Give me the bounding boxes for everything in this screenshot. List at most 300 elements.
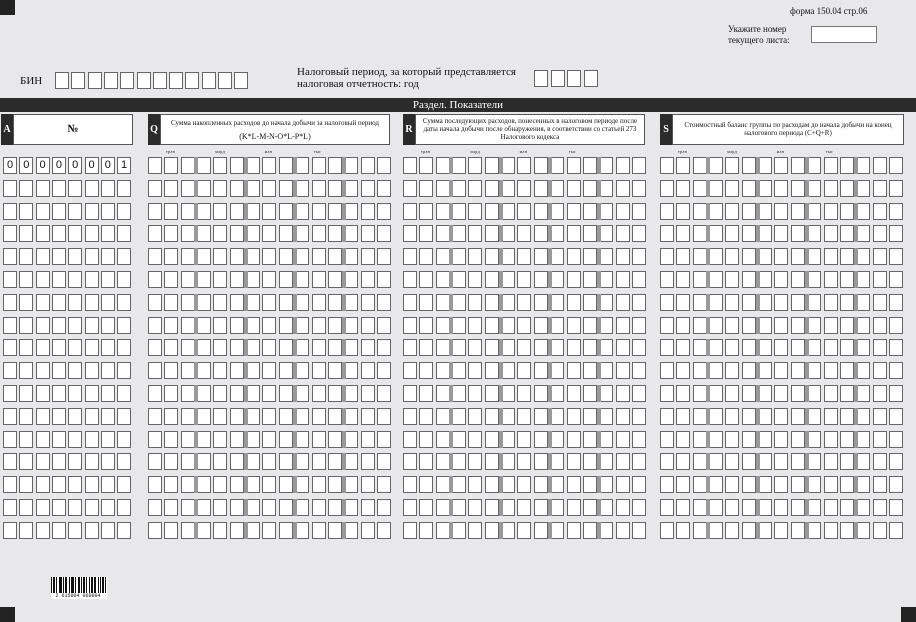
amount-q-cell[interactable] [181, 453, 195, 470]
amount-s-cell[interactable] [693, 203, 707, 220]
amount-q-cell[interactable] [361, 203, 375, 220]
row-number-cell[interactable] [117, 180, 131, 197]
amount-s-cell[interactable] [774, 248, 788, 265]
amount-r-cell[interactable] [468, 271, 482, 288]
amount-s-cell[interactable] [774, 499, 788, 516]
amount-r-cell[interactable] [583, 203, 597, 220]
amount-r-cell[interactable] [485, 476, 499, 493]
amount-q-cell[interactable] [377, 408, 391, 425]
amount-q-cell[interactable] [164, 225, 178, 242]
amount-s-cell[interactable] [758, 522, 772, 539]
amount-r-cell[interactable] [567, 225, 581, 242]
row-number-cell[interactable] [3, 499, 17, 516]
amount-q-cell[interactable] [148, 225, 162, 242]
amount-r-cell[interactable] [436, 294, 450, 311]
bin-digit-cell[interactable] [185, 72, 199, 89]
amount-r-cell[interactable] [501, 453, 515, 470]
amount-q-cell[interactable] [312, 453, 326, 470]
amount-r-cell[interactable] [517, 180, 531, 197]
amount-r-cell[interactable] [468, 431, 482, 448]
amount-s-cell[interactable] [725, 408, 739, 425]
amount-r-cell[interactable] [419, 339, 433, 356]
amount-s-cell[interactable] [824, 317, 838, 334]
amount-r-cell[interactable] [517, 408, 531, 425]
amount-s-cell[interactable] [758, 431, 772, 448]
amount-q-cell[interactable] [328, 180, 342, 197]
amount-q-cell[interactable] [279, 431, 293, 448]
amount-s-cell[interactable] [873, 203, 887, 220]
amount-s-cell[interactable] [889, 317, 903, 334]
amount-s-cell[interactable] [856, 431, 870, 448]
amount-q-cell[interactable] [148, 317, 162, 334]
amount-s-cell[interactable] [709, 431, 723, 448]
amount-r-cell[interactable] [436, 431, 450, 448]
amount-r-cell[interactable] [616, 431, 630, 448]
amount-s-cell[interactable] [693, 180, 707, 197]
amount-q-cell[interactable] [377, 453, 391, 470]
row-number-cell[interactable]: 0 [19, 157, 33, 174]
row-number-cell[interactable]: 0 [3, 157, 17, 174]
amount-r-cell[interactable] [567, 522, 581, 539]
amount-s-cell[interactable] [856, 248, 870, 265]
row-number-cell[interactable] [85, 499, 99, 516]
amount-q-cell[interactable] [164, 476, 178, 493]
amount-s-cell[interactable] [676, 294, 690, 311]
amount-q-cell[interactable] [230, 339, 244, 356]
amount-s-cell[interactable] [840, 271, 854, 288]
row-number-cell[interactable] [36, 225, 50, 242]
amount-s-cell[interactable] [693, 225, 707, 242]
amount-q-cell[interactable] [279, 203, 293, 220]
amount-r-cell[interactable] [403, 385, 417, 402]
amount-s-cell[interactable] [774, 408, 788, 425]
amount-q-cell[interactable] [377, 294, 391, 311]
row-number-cell[interactable] [85, 203, 99, 220]
amount-r-cell[interactable] [485, 362, 499, 379]
amount-r-cell[interactable] [632, 339, 646, 356]
amount-q-cell[interactable] [262, 522, 276, 539]
amount-s-cell[interactable] [840, 180, 854, 197]
amount-s-cell[interactable] [856, 271, 870, 288]
amount-q-cell[interactable] [312, 476, 326, 493]
amount-r-cell[interactable] [501, 225, 515, 242]
amount-s-cell[interactable] [791, 225, 805, 242]
amount-q-cell[interactable] [213, 225, 227, 242]
amount-r-cell[interactable] [517, 339, 531, 356]
amount-r-cell[interactable] [501, 522, 515, 539]
amount-q-cell[interactable] [344, 225, 358, 242]
amount-q-cell[interactable] [181, 362, 195, 379]
amount-r-cell[interactable] [468, 362, 482, 379]
row-number-cell[interactable] [36, 339, 50, 356]
amount-q-cell[interactable] [279, 248, 293, 265]
amount-s-cell[interactable] [889, 385, 903, 402]
amount-s-cell[interactable] [676, 203, 690, 220]
amount-s-cell[interactable] [742, 157, 756, 174]
amount-s-cell[interactable] [824, 385, 838, 402]
amount-q-cell[interactable] [246, 362, 260, 379]
amount-r-cell[interactable] [616, 225, 630, 242]
amount-s-cell[interactable] [774, 339, 788, 356]
amount-s-cell[interactable] [824, 431, 838, 448]
row-number-cell[interactable] [19, 271, 33, 288]
row-number-cell[interactable] [19, 294, 33, 311]
amount-s-cell[interactable] [676, 339, 690, 356]
amount-q-cell[interactable] [328, 522, 342, 539]
row-number-cell[interactable] [101, 499, 115, 516]
amount-q-cell[interactable] [328, 499, 342, 516]
row-number-cell[interactable] [68, 408, 82, 425]
amount-s-cell[interactable] [660, 385, 674, 402]
amount-s-cell[interactable] [824, 453, 838, 470]
row-number-cell[interactable] [85, 408, 99, 425]
row-number-cell[interactable] [117, 408, 131, 425]
amount-r-cell[interactable] [632, 180, 646, 197]
amount-r-cell[interactable] [616, 408, 630, 425]
amount-q-cell[interactable] [295, 431, 309, 448]
row-number-cell[interactable] [36, 362, 50, 379]
row-number-cell[interactable] [19, 408, 33, 425]
row-number-cell[interactable] [36, 248, 50, 265]
amount-q-cell[interactable] [361, 339, 375, 356]
row-number-cell[interactable] [36, 476, 50, 493]
amount-q-cell[interactable] [344, 294, 358, 311]
amount-r-cell[interactable] [550, 339, 564, 356]
row-number-cell[interactable] [36, 317, 50, 334]
amount-s-cell[interactable] [676, 248, 690, 265]
amount-q-cell[interactable] [197, 317, 211, 334]
amount-q-cell[interactable] [377, 180, 391, 197]
amount-r-cell[interactable] [567, 476, 581, 493]
row-number-cell[interactable] [19, 339, 33, 356]
row-number-cell[interactable] [19, 203, 33, 220]
row-number-cell[interactable] [68, 431, 82, 448]
amount-s-cell[interactable] [709, 248, 723, 265]
amount-r-cell[interactable] [583, 385, 597, 402]
row-number-cell[interactable] [117, 362, 131, 379]
amount-r-cell[interactable] [632, 499, 646, 516]
amount-r-cell[interactable] [632, 157, 646, 174]
amount-s-cell[interactable] [791, 271, 805, 288]
amount-r-cell[interactable] [403, 339, 417, 356]
amount-s-cell[interactable] [742, 499, 756, 516]
amount-r-cell[interactable] [550, 385, 564, 402]
amount-r-cell[interactable] [550, 248, 564, 265]
amount-r-cell[interactable] [517, 248, 531, 265]
amount-q-cell[interactable] [230, 431, 244, 448]
amount-q-cell[interactable] [279, 157, 293, 174]
amount-q-cell[interactable] [148, 522, 162, 539]
amount-q-cell[interactable] [279, 385, 293, 402]
amount-q-cell[interactable] [344, 431, 358, 448]
amount-r-cell[interactable] [501, 476, 515, 493]
amount-r-cell[interactable] [632, 362, 646, 379]
amount-s-cell[interactable] [709, 385, 723, 402]
amount-q-cell[interactable] [295, 339, 309, 356]
amount-q-cell[interactable] [377, 522, 391, 539]
amount-r-cell[interactable] [403, 203, 417, 220]
amount-s-cell[interactable] [807, 453, 821, 470]
amount-q-cell[interactable] [279, 499, 293, 516]
row-number-cell[interactable] [101, 453, 115, 470]
amount-s-cell[interactable] [676, 453, 690, 470]
amount-s-cell[interactable] [676, 362, 690, 379]
amount-q-cell[interactable] [164, 339, 178, 356]
amount-s-cell[interactable] [758, 499, 772, 516]
amount-s-cell[interactable] [725, 157, 739, 174]
row-number-cell[interactable] [68, 225, 82, 242]
amount-s-cell[interactable] [824, 499, 838, 516]
amount-s-cell[interactable] [774, 362, 788, 379]
amount-q-cell[interactable] [213, 271, 227, 288]
bin-digit-cell[interactable] [202, 72, 216, 89]
amount-q-cell[interactable] [328, 362, 342, 379]
amount-s-cell[interactable] [791, 157, 805, 174]
amount-q-cell[interactable] [230, 499, 244, 516]
amount-s-cell[interactable] [791, 203, 805, 220]
amount-q-cell[interactable] [262, 225, 276, 242]
amount-q-cell[interactable] [295, 453, 309, 470]
amount-r-cell[interactable] [403, 180, 417, 197]
amount-s-cell[interactable] [873, 408, 887, 425]
amount-s-cell[interactable] [856, 499, 870, 516]
amount-r-cell[interactable] [452, 248, 466, 265]
amount-r-cell[interactable] [517, 157, 531, 174]
amount-r-cell[interactable] [501, 362, 515, 379]
amount-r-cell[interactable] [452, 499, 466, 516]
amount-r-cell[interactable] [599, 499, 613, 516]
amount-s-cell[interactable] [709, 476, 723, 493]
amount-q-cell[interactable] [246, 294, 260, 311]
amount-r-cell[interactable] [452, 385, 466, 402]
amount-s-cell[interactable] [807, 408, 821, 425]
amount-r-cell[interactable] [468, 317, 482, 334]
amount-r-cell[interactable] [583, 362, 597, 379]
amount-q-cell[interactable] [181, 339, 195, 356]
row-number-cell[interactable] [117, 522, 131, 539]
row-number-cell[interactable] [19, 385, 33, 402]
amount-r-cell[interactable] [534, 408, 548, 425]
amount-s-cell[interactable] [856, 317, 870, 334]
amount-q-cell[interactable] [262, 339, 276, 356]
row-number-cell[interactable] [19, 317, 33, 334]
row-number-cell[interactable] [3, 408, 17, 425]
amount-r-cell[interactable] [403, 408, 417, 425]
amount-r-cell[interactable] [419, 522, 433, 539]
amount-q-cell[interactable] [230, 248, 244, 265]
amount-s-cell[interactable] [889, 339, 903, 356]
amount-s-cell[interactable] [725, 317, 739, 334]
amount-q-cell[interactable] [197, 248, 211, 265]
amount-r-cell[interactable] [599, 522, 613, 539]
amount-s-cell[interactable] [660, 157, 674, 174]
amount-s-cell[interactable] [774, 180, 788, 197]
amount-q-cell[interactable] [295, 157, 309, 174]
amount-q-cell[interactable] [361, 453, 375, 470]
amount-s-cell[interactable] [742, 180, 756, 197]
amount-s-cell[interactable] [824, 408, 838, 425]
amount-s-cell[interactable] [742, 317, 756, 334]
amount-r-cell[interactable] [616, 294, 630, 311]
amount-s-cell[interactable] [725, 339, 739, 356]
row-number-cell[interactable] [117, 248, 131, 265]
amount-r-cell[interactable] [468, 499, 482, 516]
row-number-cell[interactable] [3, 522, 17, 539]
amount-r-cell[interactable] [616, 385, 630, 402]
amount-q-cell[interactable] [213, 317, 227, 334]
row-number-cell[interactable] [36, 522, 50, 539]
amount-q-cell[interactable] [213, 453, 227, 470]
amount-s-cell[interactable] [693, 522, 707, 539]
amount-s-cell[interactable] [889, 453, 903, 470]
amount-s-cell[interactable] [758, 248, 772, 265]
amount-r-cell[interactable] [599, 317, 613, 334]
amount-q-cell[interactable] [230, 271, 244, 288]
amount-q-cell[interactable] [312, 339, 326, 356]
amount-q-cell[interactable] [262, 431, 276, 448]
amount-s-cell[interactable] [873, 248, 887, 265]
amount-q-cell[interactable] [181, 431, 195, 448]
amount-q-cell[interactable] [246, 271, 260, 288]
amount-r-cell[interactable] [567, 180, 581, 197]
row-number-cell[interactable] [85, 385, 99, 402]
amount-r-cell[interactable] [403, 225, 417, 242]
row-number-cell[interactable] [52, 476, 66, 493]
amount-s-cell[interactable] [824, 157, 838, 174]
amount-r-cell[interactable] [517, 385, 531, 402]
amount-q-cell[interactable] [197, 203, 211, 220]
amount-r-cell[interactable] [403, 476, 417, 493]
amount-r-cell[interactable] [534, 271, 548, 288]
amount-r-cell[interactable] [436, 180, 450, 197]
amount-s-cell[interactable] [758, 339, 772, 356]
amount-r-cell[interactable] [419, 157, 433, 174]
amount-r-cell[interactable] [616, 499, 630, 516]
amount-r-cell[interactable] [517, 362, 531, 379]
amount-r-cell[interactable] [468, 522, 482, 539]
amount-s-cell[interactable] [807, 180, 821, 197]
row-number-cell[interactable] [52, 362, 66, 379]
row-number-cell[interactable] [3, 180, 17, 197]
amount-q-cell[interactable] [246, 180, 260, 197]
amount-q-cell[interactable] [246, 157, 260, 174]
period-year-cell[interactable] [551, 70, 565, 87]
amount-r-cell[interactable] [632, 317, 646, 334]
row-number-cell[interactable]: 1 [117, 157, 131, 174]
amount-s-cell[interactable] [791, 522, 805, 539]
amount-s-cell[interactable] [824, 248, 838, 265]
amount-q-cell[interactable] [262, 476, 276, 493]
amount-s-cell[interactable] [758, 225, 772, 242]
row-number-cell[interactable] [36, 203, 50, 220]
amount-r-cell[interactable] [583, 522, 597, 539]
amount-r-cell[interactable] [599, 453, 613, 470]
amount-s-cell[interactable] [693, 476, 707, 493]
amount-r-cell[interactable] [485, 294, 499, 311]
row-number-cell[interactable] [52, 180, 66, 197]
amount-s-cell[interactable] [742, 225, 756, 242]
amount-q-cell[interactable] [279, 476, 293, 493]
amount-r-cell[interactable] [583, 248, 597, 265]
amount-q-cell[interactable] [148, 431, 162, 448]
amount-r-cell[interactable] [436, 385, 450, 402]
amount-q-cell[interactable] [246, 248, 260, 265]
amount-s-cell[interactable] [873, 453, 887, 470]
amount-q-cell[interactable] [328, 385, 342, 402]
amount-r-cell[interactable] [616, 453, 630, 470]
row-number-cell[interactable] [19, 476, 33, 493]
amount-s-cell[interactable] [758, 180, 772, 197]
amount-q-cell[interactable] [148, 362, 162, 379]
bin-digit-cell[interactable] [55, 72, 69, 89]
amount-r-cell[interactable] [468, 157, 482, 174]
amount-q-cell[interactable] [213, 522, 227, 539]
amount-s-cell[interactable] [725, 453, 739, 470]
amount-q-cell[interactable] [181, 385, 195, 402]
amount-q-cell[interactable] [246, 203, 260, 220]
amount-r-cell[interactable] [452, 294, 466, 311]
amount-r-cell[interactable] [517, 453, 531, 470]
amount-r-cell[interactable] [485, 157, 499, 174]
amount-q-cell[interactable] [213, 408, 227, 425]
amount-r-cell[interactable] [468, 408, 482, 425]
amount-r-cell[interactable] [436, 339, 450, 356]
amount-r-cell[interactable] [452, 225, 466, 242]
amount-s-cell[interactable] [889, 522, 903, 539]
amount-r-cell[interactable] [436, 476, 450, 493]
amount-r-cell[interactable] [419, 408, 433, 425]
amount-s-cell[interactable] [725, 180, 739, 197]
bin-digit-cell[interactable] [104, 72, 118, 89]
amount-r-cell[interactable] [550, 453, 564, 470]
row-number-cell[interactable] [3, 271, 17, 288]
amount-s-cell[interactable] [873, 522, 887, 539]
amount-s-cell[interactable] [791, 408, 805, 425]
amount-r-cell[interactable] [550, 431, 564, 448]
amount-s-cell[interactable] [660, 203, 674, 220]
amount-s-cell[interactable] [693, 248, 707, 265]
amount-q-cell[interactable] [295, 225, 309, 242]
amount-q-cell[interactable] [295, 476, 309, 493]
amount-r-cell[interactable] [583, 431, 597, 448]
amount-r-cell[interactable] [419, 499, 433, 516]
amount-r-cell[interactable] [501, 180, 515, 197]
amount-q-cell[interactable] [328, 271, 342, 288]
row-number-cell[interactable] [85, 431, 99, 448]
amount-r-cell[interactable] [419, 317, 433, 334]
amount-r-cell[interactable] [517, 499, 531, 516]
amount-s-cell[interactable] [725, 499, 739, 516]
amount-r-cell[interactable] [468, 294, 482, 311]
amount-q-cell[interactable] [377, 499, 391, 516]
amount-s-cell[interactable] [873, 180, 887, 197]
amount-r-cell[interactable] [485, 203, 499, 220]
amount-s-cell[interactable] [758, 362, 772, 379]
amount-q-cell[interactable] [213, 294, 227, 311]
row-number-cell[interactable] [3, 317, 17, 334]
row-number-cell[interactable] [117, 453, 131, 470]
amount-q-cell[interactable] [213, 203, 227, 220]
amount-q-cell[interactable] [197, 385, 211, 402]
amount-r-cell[interactable] [599, 385, 613, 402]
amount-r-cell[interactable] [419, 180, 433, 197]
amount-q-cell[interactable] [328, 294, 342, 311]
amount-q-cell[interactable] [148, 157, 162, 174]
amount-s-cell[interactable] [807, 385, 821, 402]
amount-q-cell[interactable] [230, 385, 244, 402]
amount-s-cell[interactable] [742, 522, 756, 539]
amount-q-cell[interactable] [164, 385, 178, 402]
